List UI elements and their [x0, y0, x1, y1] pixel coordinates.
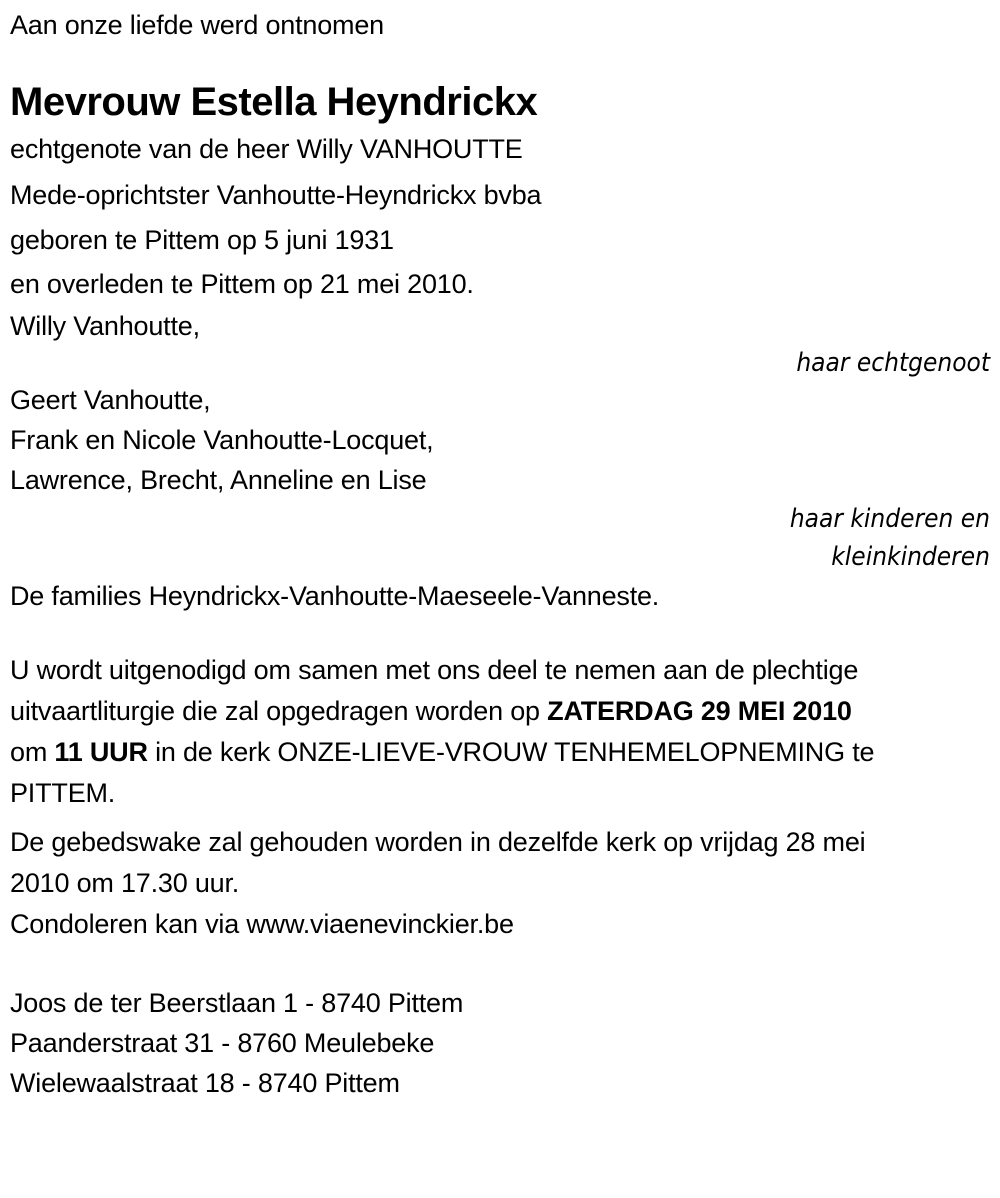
mourner-grandchildren: Lawrence, Brecht, Anneline en Lise	[10, 465, 427, 495]
invitation-time-bold: 11 UUR	[54, 737, 148, 767]
relation-line-spouse: echtgenote van de heer Willy VANHOUTTE	[10, 134, 523, 164]
invitation-text-segment: uitvaartliturgie die zal opgedragen worden op	[10, 696, 548, 726]
invitation-line: PITTEM.	[10, 778, 116, 808]
birth-line: geboren te Pittem op 5 juni 1931	[10, 225, 394, 255]
husband-relation-label: haar echtgenoot	[796, 348, 990, 378]
death-line: en overleden te Pittem op 21 mei 2010.	[10, 269, 474, 299]
wake-paragraph	[10, 822, 990, 904]
mourner-child: Frank en Nicole Vanhoutte-Locquet,	[10, 425, 434, 455]
invitation-line	[10, 691, 990, 732]
condolences-line: Condoleren kan via www.viaenevinckier.be	[10, 909, 514, 939]
invitation-date-bold: ZATERDAG 29 MEI 2010	[547, 696, 852, 726]
address-line: Wielewaalstraat 18 - 8740 Pittem	[10, 1068, 400, 1098]
address-block	[10, 983, 990, 1103]
mourner-child: Geert Vanhoutte,	[10, 385, 211, 415]
address-line: Joos de ter Beerstlaan 1 - 8740 Pittem	[10, 988, 464, 1018]
wake-line: 2010 om 17.30 uur.	[10, 868, 240, 898]
mourner-husband: Willy Vanhoutte,	[10, 311, 200, 341]
address-line: Paanderstraat 31 - 8760 Meulebeke	[10, 1028, 435, 1058]
intro-line: Aan onze liefde werd ontnomen	[10, 10, 384, 40]
invitation-line: U wordt uitgenodigd om samen met ons deel te nemen aan de plechtige	[10, 655, 859, 685]
invitation-text-segment: om	[10, 737, 55, 767]
families-line: De families Heyndrickx-Vanhoutte-Maeseele-Vanneste.	[10, 581, 660, 611]
relation-line-company: Mede-oprichtster Vanhoutte-Heyndrickx bvba	[10, 180, 542, 210]
invitation-paragraph	[10, 650, 990, 814]
children-relation-line: kleinkinderen	[831, 542, 990, 572]
children-relation-line: haar kinderen en	[789, 504, 990, 534]
deceased-name: Mevrouw Estella Heyndrickx	[10, 80, 538, 124]
wake-line: De gebedswake zal gehouden worden in dezelfde kerk op vrijdag 28 mei	[10, 827, 866, 857]
invitation-line	[10, 732, 990, 773]
invitation-text-segment: in de kerk ONZE-LIEVE-VROUW TENHEMELOPNEMING te	[147, 737, 875, 767]
